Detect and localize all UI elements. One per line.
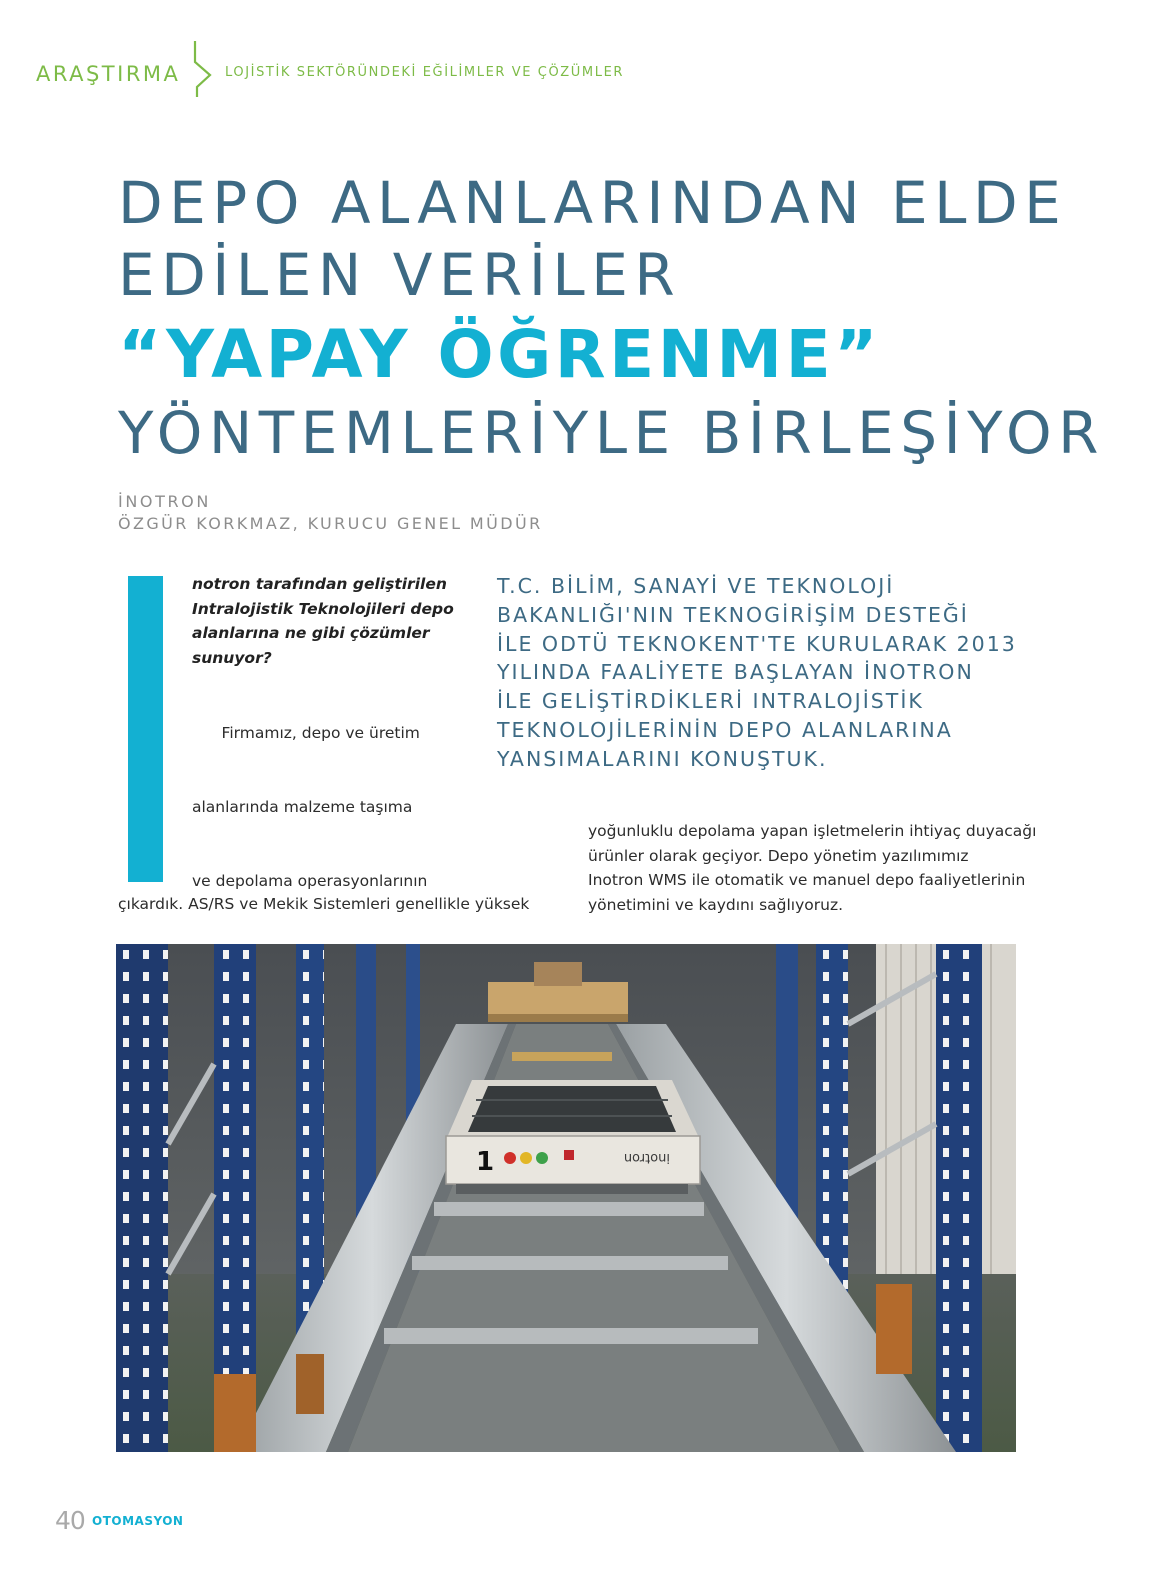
- byline-author: ÖZGÜR KORKMAZ, KURUCU GENEL MÜDÜR: [118, 514, 543, 533]
- pull-quote-line: YANSIMALARINI KONUŞTUK.: [497, 746, 828, 771]
- answer-column-2: [588, 819, 1036, 917]
- byline-organization: İNOTRON: [118, 492, 211, 511]
- page-number: 40: [55, 1506, 85, 1535]
- question-line: alanlarına ne gibi çözümler: [192, 624, 430, 643]
- body-line: Firmamız, depo ve üretim: [192, 724, 420, 743]
- question-line: notron tarafından geliştirilen: [192, 575, 447, 593]
- body-line: yönetimini ve kaydını sağlıyoruz.: [588, 895, 844, 914]
- question-line: Intralojistik Teknolojileri depo: [192, 599, 454, 618]
- body-line: Inotron WMS ile otomatik ve manuel depo faaliyetlerinin: [588, 871, 1026, 890]
- section-divider-mark: [186, 40, 216, 102]
- body-line: ve depolama operasyonlarının: [192, 871, 428, 890]
- section-label: ARAŞTIRMA: [36, 62, 181, 86]
- magazine-name: OTOMASYON: [92, 1514, 184, 1528]
- pull-quote-line: YILINDA FAALİYETE BAŞLAYAN İNOTRON: [497, 660, 974, 685]
- title-line-1: DEPO ALANLARINDAN ELDE: [118, 169, 1068, 237]
- pull-quote-line: T.C. BİLİM, SANAYİ VE TEKNOLOJİ: [497, 574, 895, 598]
- shuttle-photo: [116, 944, 1016, 1452]
- shuttle-brand: inotron: [623, 1150, 670, 1165]
- title-line-2: EDİLEN VERİLER: [118, 241, 682, 309]
- answer-column-1-last-line: çıkardık. AS/RS ve Mekik Sistemleri genellikle yüksek: [118, 895, 530, 913]
- pull-quote-line: BAKANLIĞI'NIN TEKNOGİRİŞİM DESTEĞİ: [497, 602, 969, 627]
- body-line: yoğunluklu depolama yapan işletmelerin ihtiyaç duyacağı: [588, 822, 1037, 840]
- drop-cap: [128, 576, 163, 882]
- pull-quote-line: İLE ODTÜ TEKNOKENT'TE KURULARAK 2013: [497, 631, 1017, 656]
- body-line: ürünler olarak geçiyor. Depo yönetim yazılımımız: [588, 846, 969, 865]
- question-line: sunuyor?: [192, 649, 272, 668]
- title-highlight: “YAPAY ÖĞRENME”: [118, 316, 882, 393]
- pull-quote-line: TEKNOLOJİLERİNİN DEPO ALANLARINA: [497, 717, 953, 742]
- subsection-label: LOJİSTİK SEKTÖRÜNDEKİ EĞİLİMLER VE ÇÖZÜMLER: [225, 65, 625, 80]
- body-line: alanlarında malzeme taşıma: [192, 797, 413, 816]
- title-line-4: YÖNTEMLERİYLE BİRLEŞİYOR: [118, 399, 1105, 467]
- interview-question: [192, 572, 482, 671]
- shuttle-number: 1: [476, 1147, 495, 1177]
- pull-quote: [497, 572, 1017, 774]
- pull-quote-line: İLE GELİŞTİRDİKLERİ INTRALOJİSTİK: [497, 689, 924, 714]
